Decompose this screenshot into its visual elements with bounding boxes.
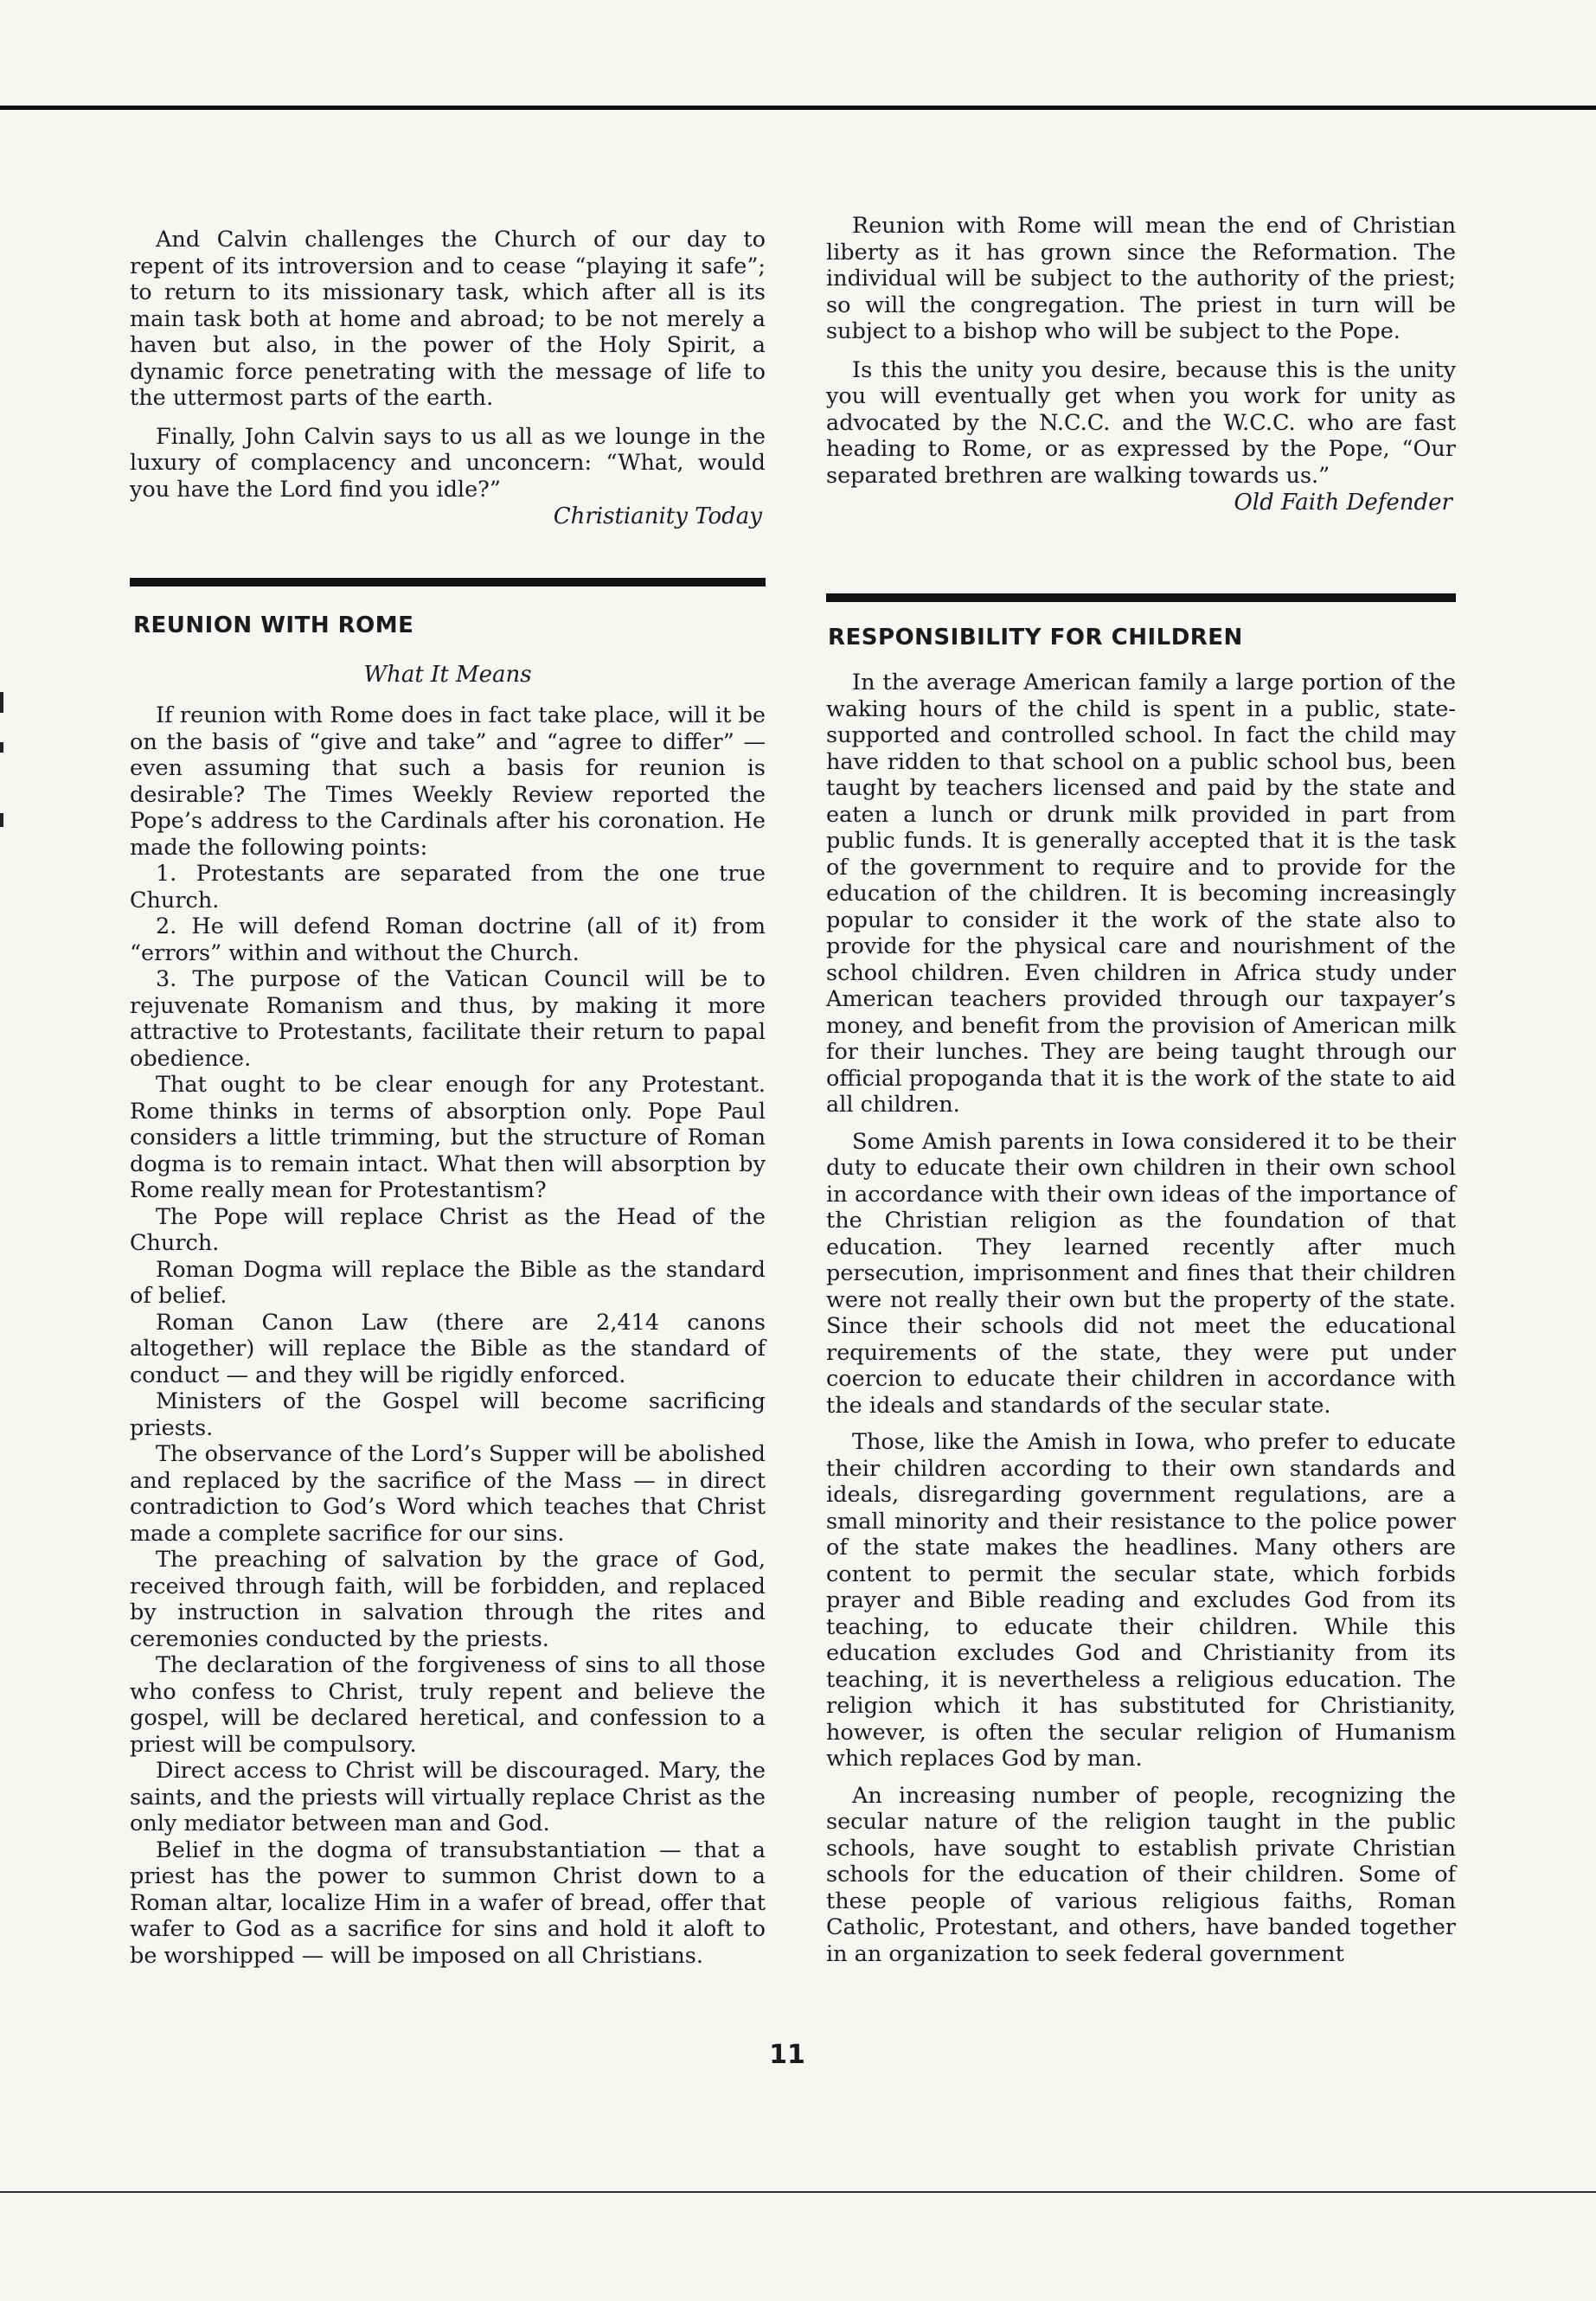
section-title: RESPONSIBILITY FOR CHILDREN bbox=[828, 625, 1243, 651]
body-paragraph: The Pope will replace Christ as the Head of the Church. bbox=[130, 1203, 766, 1256]
body-paragraph: And Calvin challenges the Church of our day to repent of its introversion and to cease “playing it safe”; to return to its missionary task, which after all is its main task both at home and abroad; to be not merely a haven but also, in the power of the Holy Spirit, a dynamic force penetrating with the message of life to the uttermost parts of the earth. bbox=[130, 227, 766, 411]
list-item: 2. He will defend Roman doctrine (all of it) from “errors” within and without the Church. bbox=[130, 913, 766, 966]
children-article-body bbox=[826, 670, 1456, 1967]
page-bottom-rule bbox=[0, 2191, 1596, 2193]
body-paragraph: That ought to be clear enough for any Protestant. Rome thinks in terms of absorption only. Pope Paul considers a little trimming, but the structure of Roman dogma is to remain intact. What then will absorption by Rome really mean for Protestantism? bbox=[130, 1072, 766, 1203]
source-attribution: Christianity Today bbox=[553, 503, 762, 529]
body-paragraph: Direct access to Christ will be discouraged. Mary, the saints, and the priests will virtually replace Christ as the only mediator between man and God. bbox=[130, 1758, 766, 1836]
body-paragraph: The preaching of salvation by the grace of God, received through faith, will be forbidden, and replaced by instruction in salvation through the rites and ceremonies conducted by the priests. bbox=[130, 1547, 766, 1652]
body-paragraph: Belief in the dogma of transubstantiation — that a priest has the power to summon Christ down to a Roman altar, localize Him in a wafer of bread, offer that wafer to God as a sacrifice for sins and hold it aloft to be worshipped — will be imposed on all Christians. bbox=[130, 1836, 766, 1969]
body-paragraph: Roman Canon Law (there are 2,414 canons altogether) will replace the Bible as the standard of conduct — and they will be rigidly enforced. bbox=[130, 1309, 766, 1388]
body-paragraph: Some Amish parents in Iowa considered it to be their duty to educate their own children in their own school in accordance with their own ideas of the importance of the Christian religion as the foundation of that education. They learned recently after much persecution, imprisonment and fines that their children were not really their own but the property of the state. Since their schools did not meet the educational requirements of the state, they were put under coercion to educate their children in accordance with the ideals and standards of the secular state. bbox=[826, 1128, 1456, 1419]
source-attribution: Old Faith Defender bbox=[1234, 490, 1452, 516]
body-paragraph: The declaration of the forgiveness of sins to all those who confess to Christ, truly repent and believe the gospel, will be declared heretical, and confession to a priest will be compulsory. bbox=[130, 1652, 766, 1758]
page-top-rule bbox=[0, 106, 1596, 110]
calvin-article-end bbox=[130, 227, 766, 530]
section-divider bbox=[826, 593, 1456, 602]
reunion-article-body bbox=[130, 702, 766, 1969]
body-paragraph: An increasing number of people, recognizing the secular nature of the religion taught in the public schools, have sought to establish private Christian schools for the education of their children. Some of these people of various religious faiths, Roman Catholic, Protestant, and others, have banded together in an organization to seek federal government bbox=[826, 1782, 1456, 1967]
edge-mark bbox=[0, 692, 3, 713]
body-paragraph: In the average American family a large portion of the waking hours of the child is spent in a public, state-supported and controlled school. In fact the child may have ridden to that school on a public school bus, been taught by teachers licensed and paid by the state and eaten a lunch or drunk milk provided in part from public funds. It is generally accepted that it is the task of the government to require and to provide for the education of the children. It is becoming increasingly popular to consider it the work of the state also to provide for the physical care and nourishment of the school children. Even children in Africa study under American teachers provided through our taxpayer’s money, and benefit from the provision of American milk for their lunches. They are being taught through our official propoganda that it is the work of the state to aid all children. bbox=[826, 670, 1456, 1118]
page-number: 11 bbox=[769, 2040, 805, 2070]
section-title: REUNION WITH ROME bbox=[133, 612, 414, 638]
body-paragraph: Roman Dogma will replace the Bible as the standard of belief. bbox=[130, 1256, 766, 1309]
reunion-article-conclusion bbox=[826, 213, 1456, 516]
edge-mark bbox=[0, 742, 3, 753]
body-paragraph: Ministers of the Gospel will become sacrificing priests. bbox=[130, 1388, 766, 1441]
body-paragraph: Those, like the Amish in Iowa, who prefer to educate their children according to their own standards and ideals, disregarding government regulations, are a small minority and their resistance to the police power of the state makes the headlines. Many others are content to permit the secular state, which forbids prayer and Bible reading and excludes God from its teaching, to educate their children. While this education excludes God and Christianity from its teaching, it is nevertheless a religious education. The religion which it has substituted for Christianity, however, is often the secular religion of Humanism which replaces God by man. bbox=[826, 1429, 1456, 1772]
body-paragraph: Is this the unity you desire, because this is the unity you will eventually get when you work for unity as advocated by the N.C.C. and the W.C.C. who are fast heading to Rome, or as expressed by the Pope, “Our separated brethren are walking towards us.” bbox=[826, 356, 1456, 489]
body-paragraph: If reunion with Rome does in fact take place, will it be on the basis of “give and take” and “agree to differ” — even assuming that such a basis for reunion is desirable? The Times Weekly Review reported the Pope’s address to the Cardinals after his coronation. He made the following points: bbox=[130, 702, 766, 861]
list-item: 3. The purpose of the Vatican Council will be to rejuvenate Romanism and thus, by making it more attractive to Protestants, facilitate their return to papal obedience. bbox=[130, 966, 766, 1072]
body-paragraph: The observance of the Lord’s Supper will be abolished and replaced by the sacrifice of the Mass — in direct contradiction to God’s Word which teaches that Christ made a complete sacrifice for our sins. bbox=[130, 1441, 766, 1547]
body-paragraph: Finally, John Calvin says to us all as we lounge in the luxury of complacency and unconcern: “What, would you have the Lord find you idle?” bbox=[130, 423, 766, 503]
edge-mark bbox=[0, 813, 3, 827]
list-item: 1. Protestants are separated from the one true Church. bbox=[130, 861, 766, 913]
body-paragraph: Reunion with Rome will mean the end of Christian liberty as it has grown since the Reformation. The individual will be subject to the authority of the priest; so will the congregation. The priest in turn will be subject to a bishop who will be subject to the Pope. bbox=[826, 213, 1456, 344]
section-subtitle: What It Means bbox=[363, 662, 532, 688]
section-divider bbox=[130, 578, 766, 586]
